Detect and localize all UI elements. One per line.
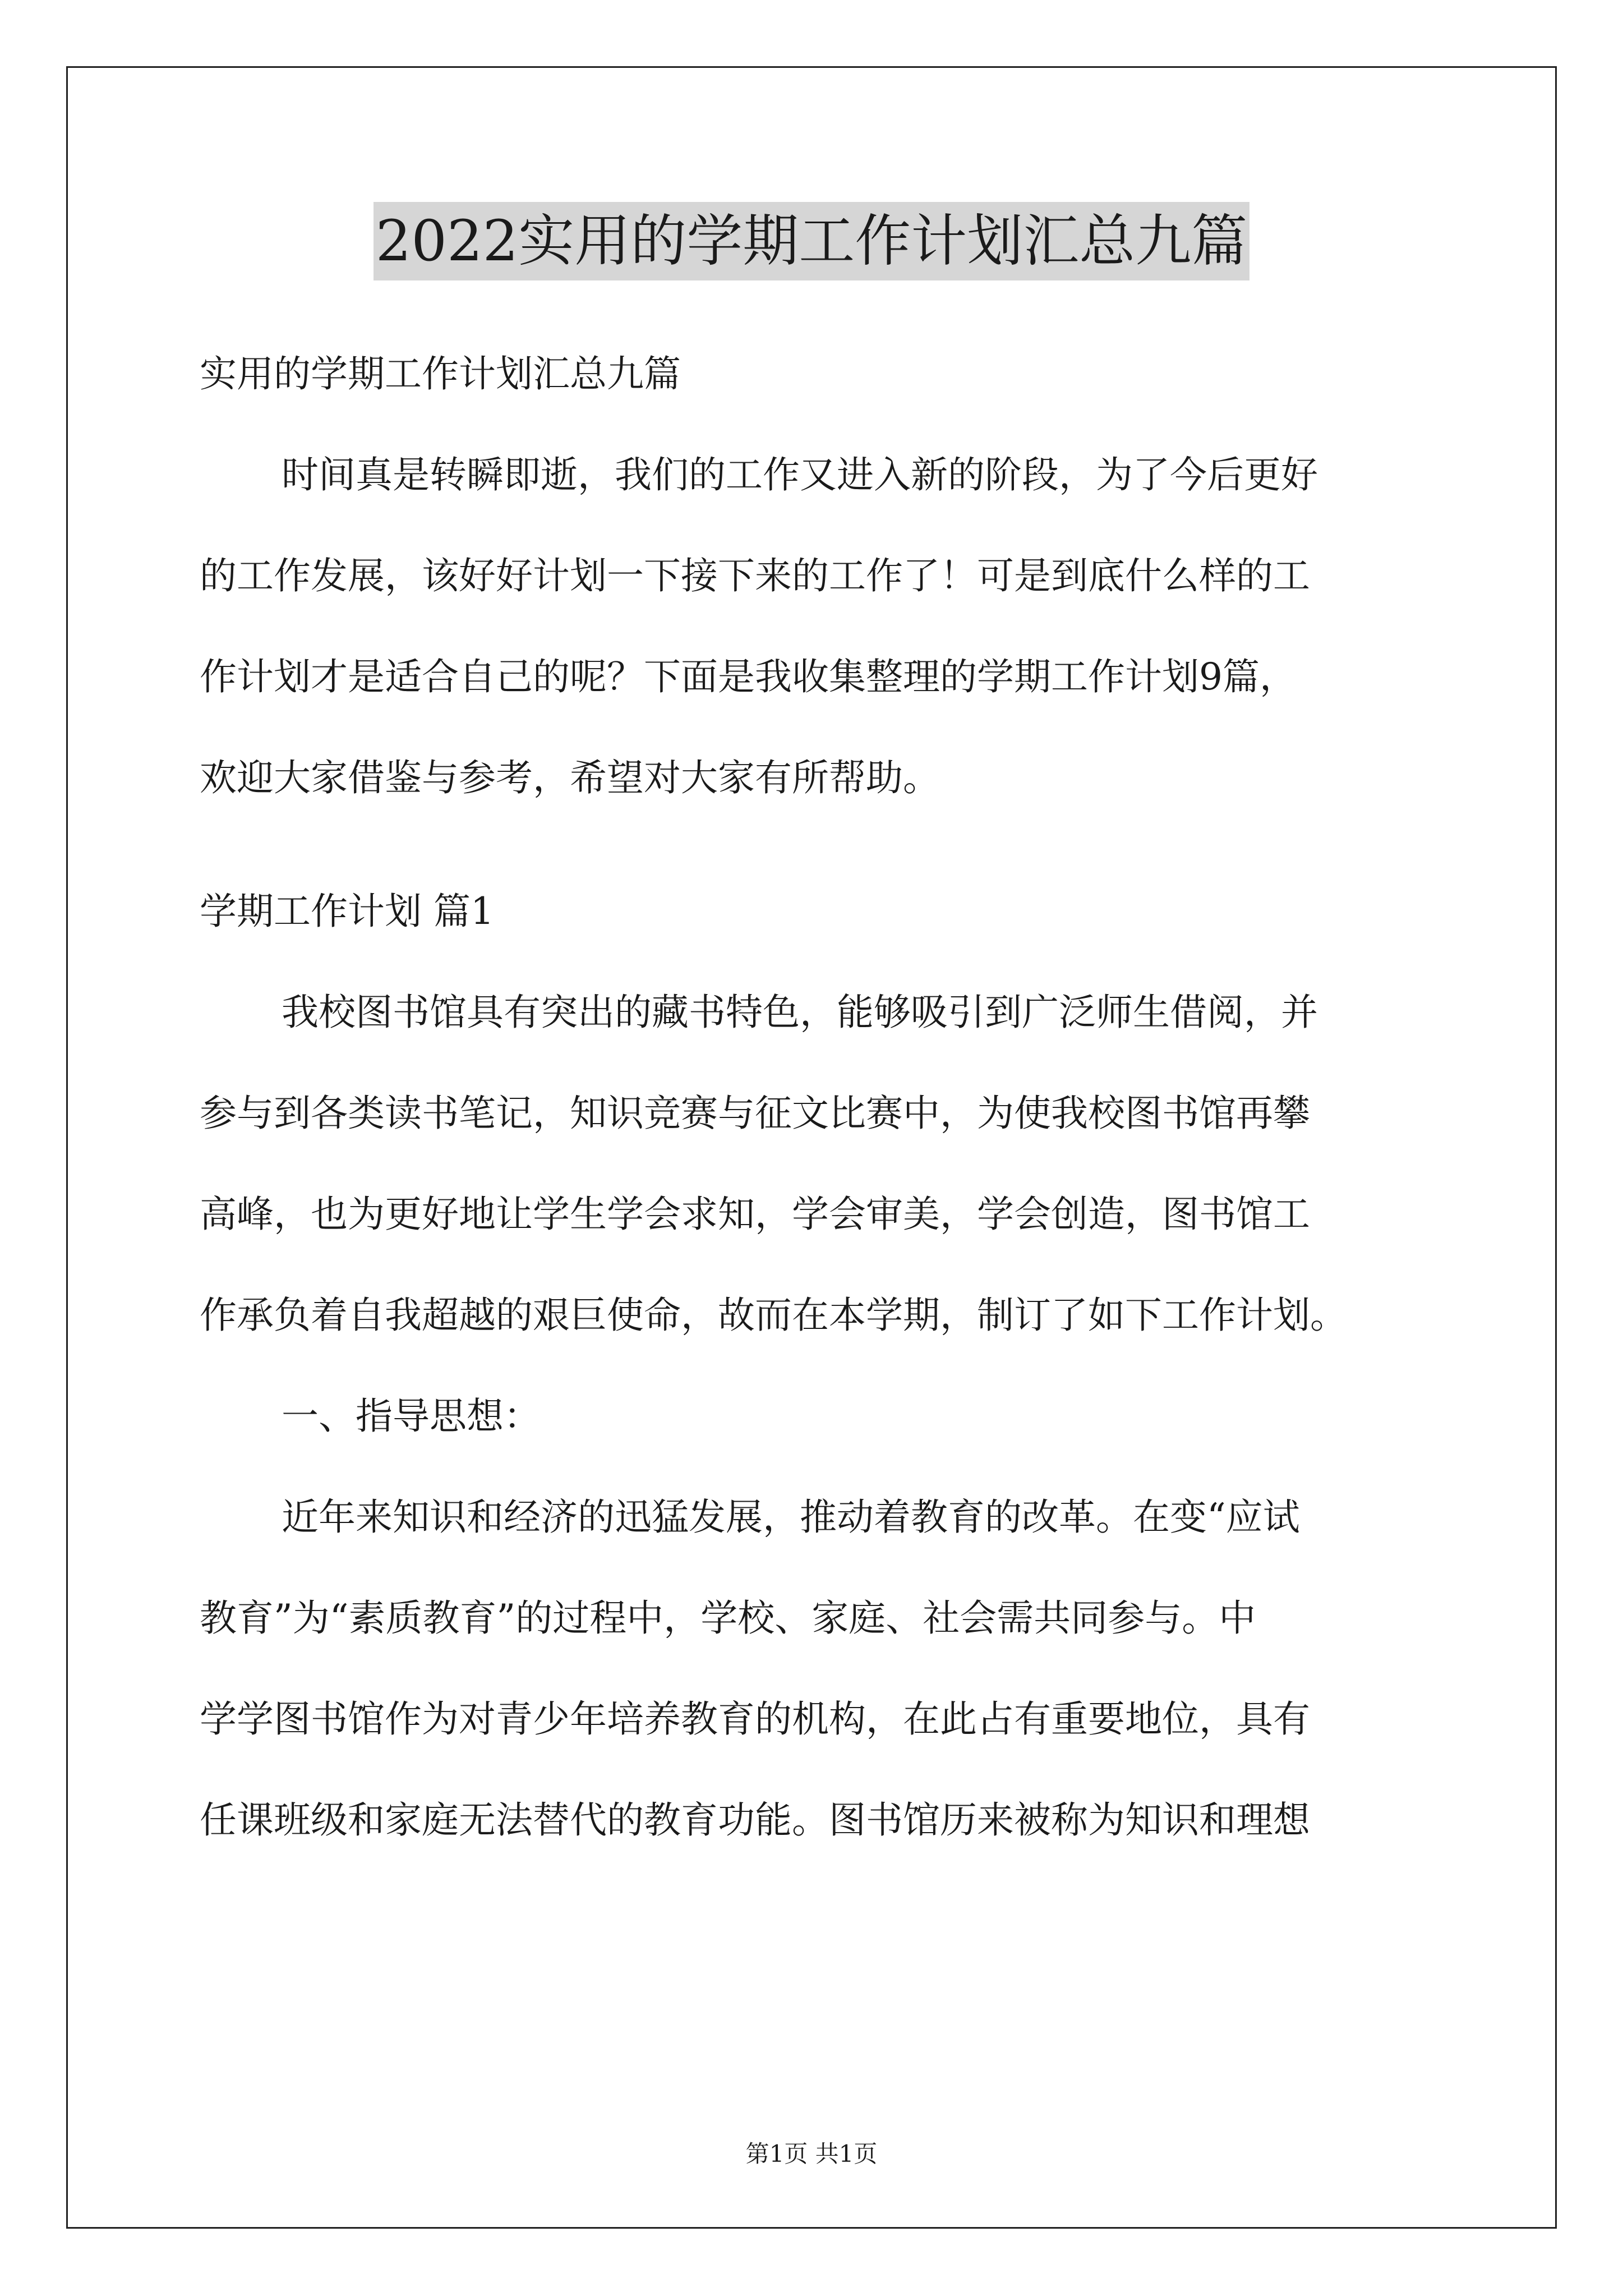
paragraph-line: 学学图书馆作为对青少年培养教育的机构，在此占有重要地位，具有 (200, 1697, 1310, 1741)
title-wrap (0, 202, 1623, 280)
intro-line: 时间真是转瞬即逝，我们的工作又进入新的阶段，为了今后更好 (282, 453, 1318, 496)
paragraph-line: 任课班级和家庭无法替代的教育功能。图书馆历来被称为知识和理想 (200, 1798, 1310, 1842)
intro-paragraph (200, 449, 1428, 804)
paragraph-line: 高峰，也为更好地让学生学会求知，学会审美，学会创造，图书馆工 (200, 1193, 1310, 1236)
document-subtitle: 实用的学期工作计划汇总九篇 (200, 352, 681, 395)
page-footer: 第1页 共1页 (745, 2140, 878, 2168)
intro-line: 欢迎大家借鉴与参考，希望对大家有所帮助。 (200, 756, 940, 799)
section-paragraph-1 (200, 986, 1428, 1342)
paragraph-line: 教育”为“素质教育”的过程中，学校、家庭、社会需共同参与。中 (200, 1596, 1256, 1640)
paragraph-line: 作承负着自我超越的艰巨使命，故而在本学期，制订了如下工作计划。 (200, 1294, 1347, 1337)
intro-line: 的工作发展，该好好计划一下接下来的工作了！可是到底什么样的工 (200, 554, 1310, 597)
document-title: 2022实用的学期工作计划汇总九篇 (374, 202, 1250, 280)
paragraph-line: 近年来知识和经济的迅猛发展，推动着教育的改革。在变“应试 (282, 1496, 1300, 1539)
document-body (200, 348, 1428, 1895)
section-paragraph-2 (200, 1491, 1428, 1847)
paragraph-line: 参与到各类读书笔记，知识竞赛与征文比赛中，为使我校图书馆再攀 (200, 1092, 1310, 1135)
intro-line: 作计划才是适合自己的呢？下面是我收集整理的学期工作计划9篇， (200, 655, 1297, 698)
subheading: 一、指导思想： (282, 1395, 541, 1438)
section-heading: 学期工作计划 篇1 (200, 890, 494, 933)
paragraph-line: 我校图书馆具有突出的藏书特色，能够吸引到广泛师生借阅，并 (282, 991, 1318, 1034)
